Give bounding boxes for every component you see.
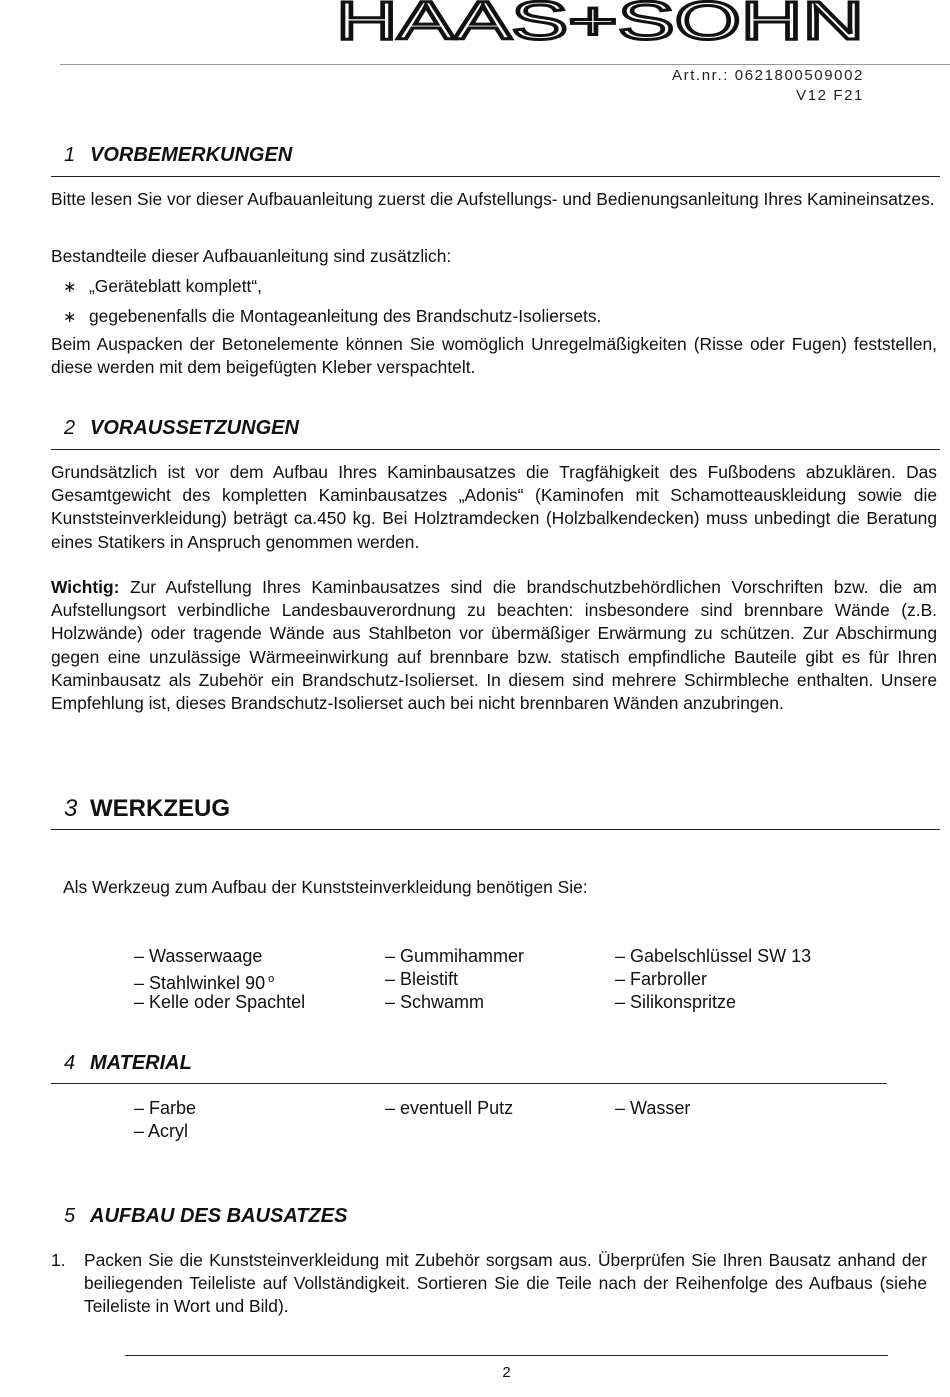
section-title: MATERIAL xyxy=(90,1052,192,1074)
list-item-text: gegebenenfalls die Montageanleitung des Brandschutz-Isoliersets. xyxy=(89,306,602,326)
bullet-icon: ∗ xyxy=(63,309,77,326)
tool-item: – Gummihammer xyxy=(385,946,525,966)
tool-item: – Schwamm xyxy=(385,992,485,1012)
section-divider xyxy=(51,1083,887,1084)
version: V12 F21 xyxy=(796,87,864,104)
material-item: – Farbe xyxy=(134,1098,197,1118)
paragraph: Beim Auspacken der Betonelemente können Sie womöglich Unregelmäßigkeiten (Risse oder Fugen) feststellen, diese werden mit dem beigefügten Kleber verspachtelt. xyxy=(51,334,937,378)
page-number: 2 xyxy=(502,1364,511,1381)
haas-sohn-logo xyxy=(335,0,865,42)
section-2-heading xyxy=(64,417,299,440)
section-number: 1 xyxy=(64,144,76,166)
tool-item: – Bleistift xyxy=(385,969,459,989)
section-number: 4 xyxy=(64,1052,76,1074)
footer-divider xyxy=(125,1355,888,1356)
tool-item: – Gabelschlüssel SW 13 xyxy=(615,946,812,966)
article-number: Art.nr.: 0621800509002 xyxy=(672,67,864,84)
tool-item: – Farbroller xyxy=(615,969,708,989)
paragraph: Grundsätzlich ist vor dem Aufbau Ihres Kaminbausatzes die Tragfähigkeit des Fußbodens abzuklären. Das Gesamtgewicht des kompletten Kaminbausatzes „Adonis“ (Kaminofen mit Schamotteauskleidung sowie die Kunststeinverkleidung) beträgt ca.450 kg. Bei Holztramdecken (Holzbalkendecken) muss unbedingt die Beratung eines Statikers in Anspruch genommen werden. xyxy=(51,462,937,552)
important-text: Zur Aufstellung Ihres Kaminbausatzes sind die brandschutzbehördlichen Vorschriften bzw. die am Aufstellungsort verbindliche Landesbauverordnung zu beachten: insbesondere sind brennbare Wände (z.B. Holzwände) oder tragende Wände aus Stahlbeton vor übermäßiger Erwärmung zu schützen. Zur Abschirmung gegen eine unzulässige Wärmeeinwirkung auf brennbare bzw. statisch empfindliche Bauteile gibt es für Ihren Kaminbausatz als Zubehör ein Brandschutz-Isolierset. In diesem sind mehrere Schirmbleche enthalten. Unsere Empfehlung ist, dieses Brandschutz-Isolierset auch bei nicht brennbaren Wänden anzubringen. xyxy=(51,577,937,714)
paragraph: Bitte lesen Sie vor dieser Aufbauanleitung zuerst die Aufstellungs- und Bedienungsanleitung Ihres Kamineinsatzes. xyxy=(51,189,935,209)
header-divider xyxy=(60,64,950,65)
tool-item-text: – Stahlwinkel 90 xyxy=(134,973,266,993)
tool-item: – Silikonspritze xyxy=(615,992,737,1012)
section-4-heading xyxy=(64,1052,192,1075)
tool-item: – Kelle oder Spachtel xyxy=(134,992,306,1012)
important-label: Wichtig: xyxy=(51,577,120,597)
section-title: VORAUSSETZUNGEN xyxy=(90,417,299,439)
section-number: 3 xyxy=(64,795,78,822)
tool-item: – Wasserwaage xyxy=(134,946,263,966)
list-item-text: „Geräteblatt komplett“, xyxy=(89,276,263,296)
section-number: 5 xyxy=(64,1205,76,1227)
section-divider xyxy=(51,176,940,177)
section-5-heading xyxy=(64,1205,347,1228)
important-note xyxy=(51,576,937,715)
list-item xyxy=(63,275,262,299)
list-item xyxy=(63,305,601,329)
section-title: VORBEMERKUNGEN xyxy=(90,144,293,166)
bullet-icon: ∗ xyxy=(63,279,77,296)
item-text: Packen Sie die Kunststeinverkleidung mit Zubehör sorgsam aus. Überprüfen Sie Ihren Bausatz anhand der beiliegenden Teileliste auf Vollständigkeit. Sortieren Sie die Teile nach der Reihenfolge des Aufbaus (siehe Teileliste in Wort und Bild). xyxy=(84,1250,927,1317)
logo-text: HAAS+SOHN xyxy=(336,0,864,42)
tools-intro: Als Werkzeug zum Aufbau der Kunststeinverkleidung benötigen Sie: xyxy=(63,877,588,897)
section-title: WERKZEUG xyxy=(90,795,230,822)
section-3-heading xyxy=(64,795,230,823)
material-item: – eventuell Putz xyxy=(385,1098,514,1118)
material-item: – Wasser xyxy=(615,1098,691,1118)
section-divider xyxy=(51,829,940,830)
section-number: 2 xyxy=(64,417,76,439)
numbered-item xyxy=(51,1249,927,1319)
material-item: – Acryl xyxy=(134,1121,189,1141)
degree-symbol: o xyxy=(268,973,275,985)
section-divider xyxy=(51,449,940,450)
item-number: 1. xyxy=(51,1250,66,1270)
section-1-heading xyxy=(64,144,292,167)
paragraph: Bestandteile dieser Aufbauanleitung sind zusätzlich: xyxy=(51,246,452,266)
section-title: AUFBAU DES BAUSATZES xyxy=(90,1205,348,1227)
